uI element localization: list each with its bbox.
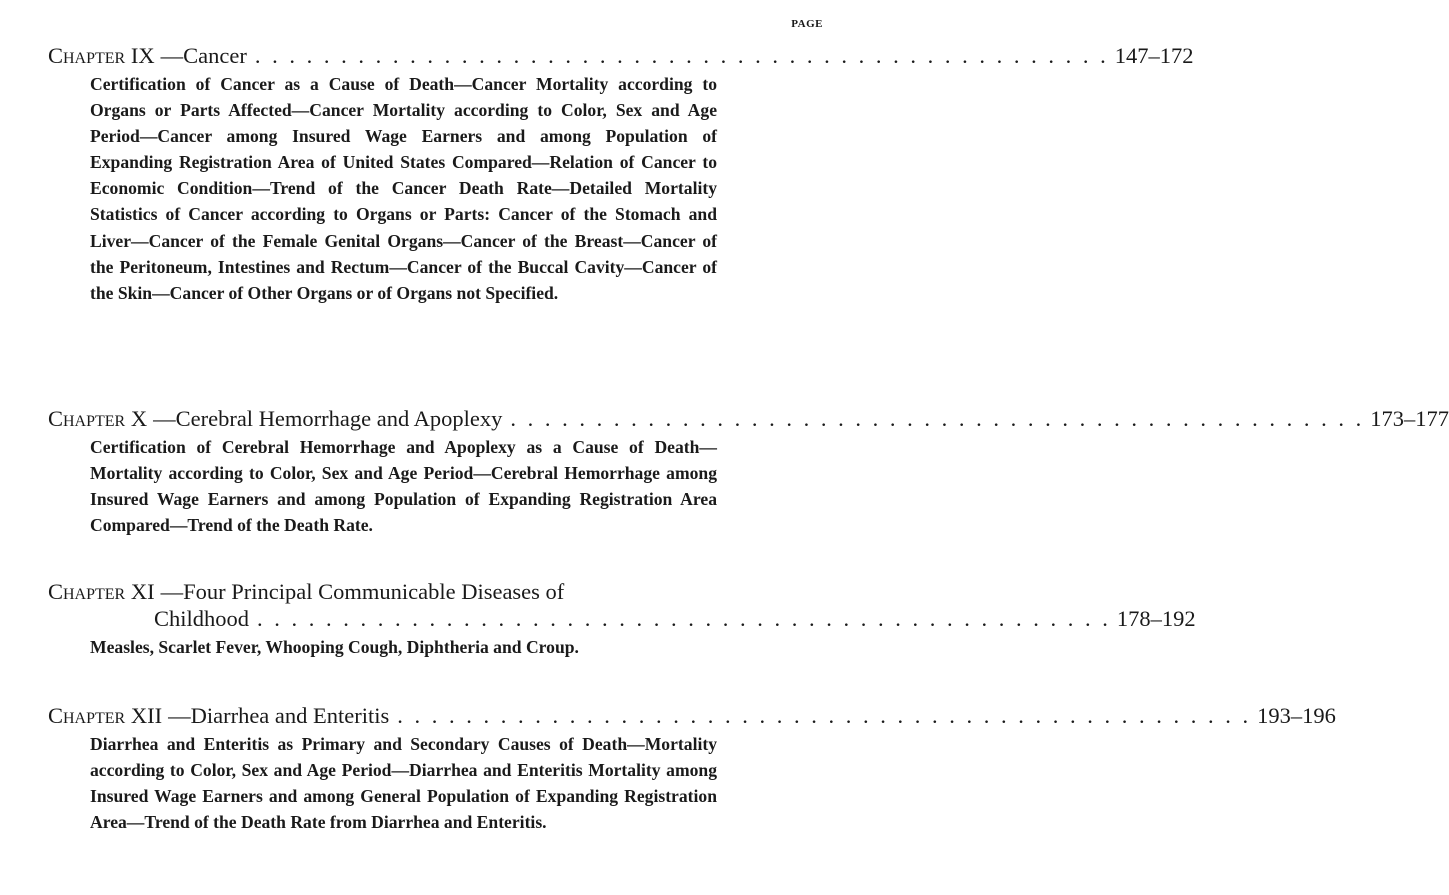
chapter-title: —Four Principal Communicable Diseases of — [160, 579, 565, 604]
chapter-title: —Cerebral Hemorrhage and Apoplexy — [153, 406, 503, 431]
leader-dots: . . . . . . . . . . . . . . . . . . . . . . . . . . . . . . . . . . . . . . . . . . . . . . . . . . — [397, 703, 1252, 728]
chapter-heading-line-2 — [48, 605, 1196, 632]
chapter-heading — [48, 578, 1196, 632]
chapter-description: Certification of Cerebral Hemorrhage and Apoplexy as a Cause of Death—Mortality according to Color, Sex and Age Period—Cerebral Hemorrhage among Insured Wage Earners and among Population of Expanding Registration Area Compared—Trend of the Death Rate. — [90, 437, 717, 536]
chapter-entry-xi — [48, 578, 1196, 660]
chapter-number: Chapter XI — [48, 579, 155, 604]
page-range: 178–192 — [1116, 606, 1196, 631]
chapter-heading — [48, 405, 1449, 432]
chapter-number: Chapter IX — [48, 43, 155, 68]
chapter-entry-ix — [48, 42, 1194, 306]
leader-dots: . . . . . . . . . . . . . . . . . . . . . . . . . . . . . . . . . . . . . . . . . . . . . . . . . . — [257, 606, 1111, 631]
page-range: 173–177 — [1370, 406, 1449, 431]
leader-dots: . . . . . . . . . . . . . . . . . . . . . . . . . . . . . . . . . . . . . . . . . . . . . . . . . . — [254, 43, 1109, 68]
page-range: 193–196 — [1257, 703, 1336, 728]
leader-dots: . . . . . . . . . . . . . . . . . . . . . . . . . . . . . . . . . . . . . . . . . . . . . . . . . . — [510, 406, 1365, 431]
chapter-number: Chapter X — [48, 406, 148, 431]
chapter-number: Chapter XII — [48, 703, 163, 728]
chapter-description: Certification of Cancer as a Cause of Death—Cancer Mortality according to Organs or Parts Affected—Cancer Mortality according to Color, Sex and Age Period—Cancer among Insured Wage Earners and among Population of Expanding Registration Area of United States Compared—Relation of Cancer to Economic Condition—Trend of the Cancer Death Rate—Detailed Mortality Statistics of Cancer according to Organs or Parts: Cancer of the Stomach and Liver—Cancer of the Female Genital Organs—Cancer of the Breast—Cancer of the Peritoneum, Intestines and Rectum—Cancer of the Buccal Cavity—Cancer of the Skin—Cancer of Other Organs or of Organs not Specified. — [90, 74, 717, 303]
chapter-heading — [48, 42, 1194, 69]
chapter-entry-xii — [48, 702, 1336, 835]
chapter-title-continued: Childhood — [154, 606, 250, 631]
chapter-heading — [48, 702, 1336, 729]
chapter-entry-x — [48, 405, 1449, 538]
chapter-title: —Diarrhea and Enteritis — [168, 703, 390, 728]
chapter-title: —Cancer — [160, 43, 247, 68]
chapter-description: Diarrhea and Enteritis as Primary and Secondary Causes of Death—Mortality according to Color, Sex and Age Period—Diarrhea and Enteritis Mortality among Insured Wage Earners and among General Population of Expanding Registration Area—Trend of the Death Rate from Diarrhea and Enteritis. — [90, 734, 717, 833]
chapter-description: Measles, Scarlet Fever, Whooping Cough, Diphtheria and Croup. — [90, 637, 579, 657]
page-range: 147–172 — [1114, 43, 1194, 68]
page-column-label: PAGE — [791, 18, 823, 30]
chapter-heading-line-1 — [48, 578, 824, 605]
